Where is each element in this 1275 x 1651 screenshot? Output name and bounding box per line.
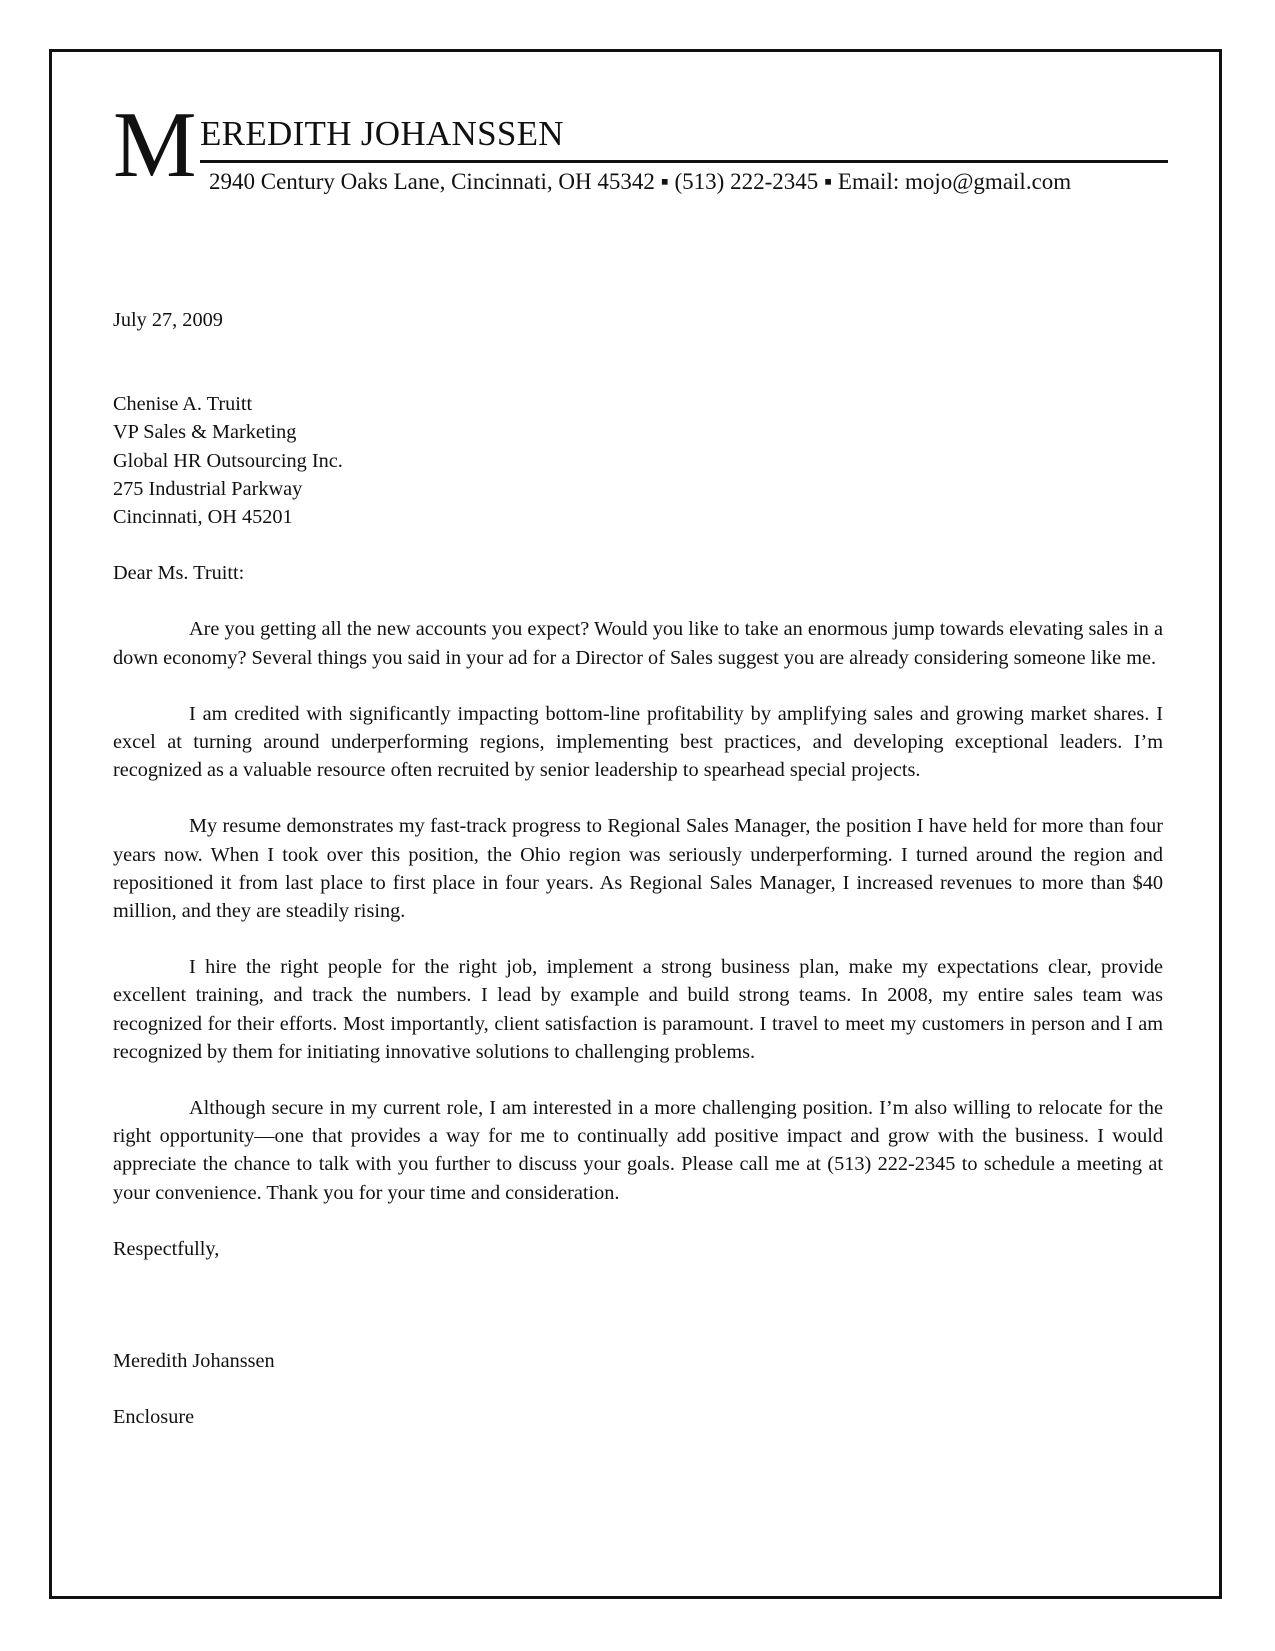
letter-body — [113, 306, 1163, 1431]
letter-date: July 27, 2009 — [113, 309, 223, 331]
recipient-title: VP Sales & Marketing — [113, 421, 297, 444]
closing: Respectfully, — [113, 1237, 220, 1260]
recipient-street: 275 Industrial Parkway — [113, 477, 303, 500]
body-paragraph: I hire the right people for the right job, implement a strong business plan, make my expectations clear, provide excellent training, and track the numbers. I lead by example and build strong teams. In 2008, my entire sales team was recognized for their efforts. Most importantly, client satisfaction is paramount. I travel to meet my customers in person and I am recognized by them for initiating innovative solutions to challenging problems. — [113, 956, 1163, 1063]
body-paragraph: I am credited with significantly impacting bottom-line profitability by amplifying sales and growing market shares. I excel at turning around underperforming regions, implementing best practices, and developing exceptional leaders. I’m recognized as a valuable resource often recruited by senior leadership to spearhead special projects. — [113, 702, 1163, 782]
signature-name: Meredith Johanssen — [113, 1350, 275, 1373]
body-paragraph: Are you getting all the new accounts you expect? Would you like to take an enormous jump towards elevating sales in a down economy? Several things you said in your ad for a Director of Sales suggest you are already considering someone like me. — [113, 618, 1163, 669]
body-paragraph: My resume demonstrates my fast-track progress to Regional Sales Manager, the position I have held for more than four years now. When I took over this position, the Ohio region was seriously underperforming. I turned around the region and repositioned it from last place to first place in four years. As Regional Sales Manager, I increased revenues to more than $40 million, and they are steadily rising. — [113, 815, 1163, 923]
sender-name: EREDITH JOHANSSEN — [200, 114, 564, 153]
header-divider — [200, 160, 1168, 163]
recipient-block — [113, 390, 1163, 531]
recipient-company: Global HR Outsourcing Inc. — [113, 449, 343, 472]
enclosure-note: Enclosure — [113, 1406, 195, 1429]
recipient-city: Cincinnati, OH 45201 — [113, 506, 293, 529]
body-paragraph: Although secure in my current role, I am interested in a more challenging position. I’m also willing to relocate for the right opportunity—one that provides a way for me to continually add positive impact and grow with the business. I would appreciate the chance to talk with you further to discuss your goals. Please call me at (513) 222-2345 to schedule a meeting at your convenience. Thank you for your time and consideration. — [113, 1097, 1163, 1204]
salutation: Dear Ms. Truitt: — [113, 562, 245, 585]
recipient-name: Chenise A. Truitt — [113, 393, 253, 416]
sender-contact: 2940 Century Oaks Lane, Cincinnati, OH 45342 ▪ (513) 222-2345 ▪ Email: mojo@gmail.com — [209, 169, 1072, 194]
letterhead — [113, 93, 1168, 200]
name-initial: M — [113, 93, 197, 197]
